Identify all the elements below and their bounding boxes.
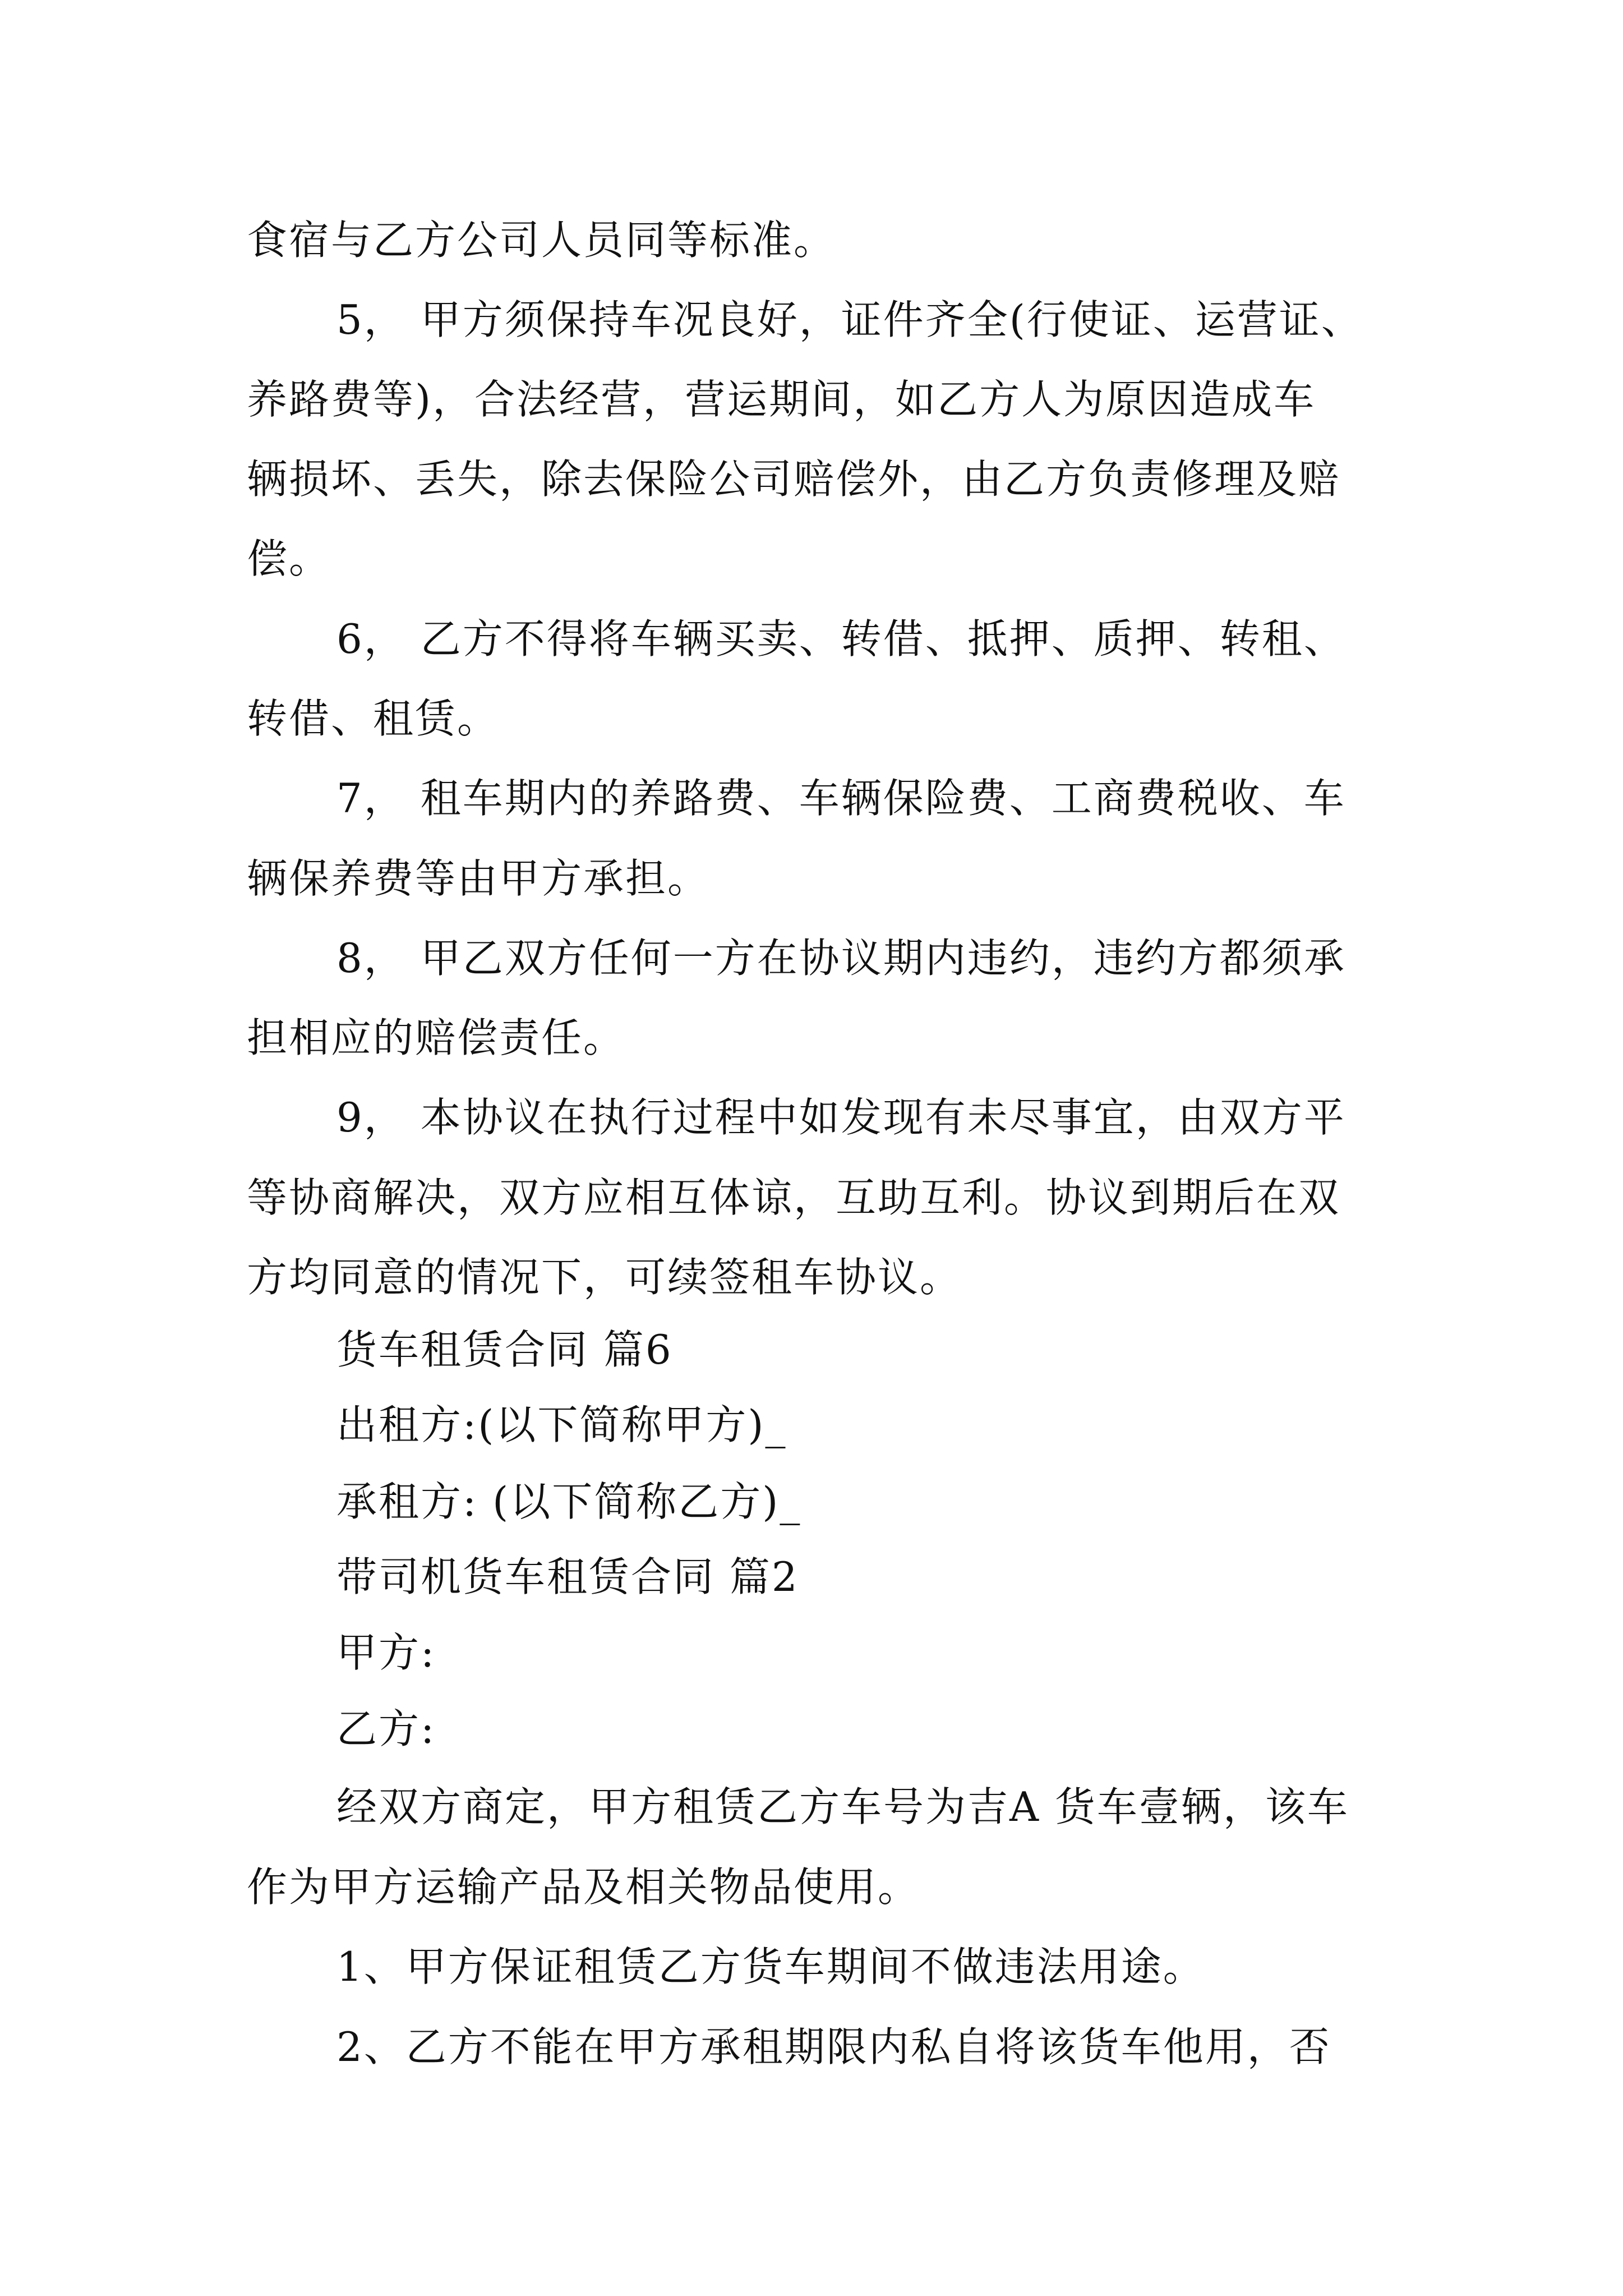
- text-line: 出租方:(以下简称甲方)_: [336, 1401, 787, 1448]
- text-line: 作为甲方运输产品及相关物品使用。: [247, 1864, 920, 1911]
- text-line: 等协商解决，双方应相互体谅，互助互利。协议到期后在双: [247, 1174, 1341, 1221]
- text-line: 偿。: [247, 535, 331, 582]
- text-line: 8， 甲乙双方任何一方在协议期内违约，违约方都须承: [336, 935, 1346, 982]
- text-line: 9， 本协议在执行过程中如发现有未尽事宜，由双方平: [336, 1094, 1346, 1141]
- text-line: 经双方商定，甲方租赁乙方车号为吉A 货车壹辆，该车: [336, 1783, 1349, 1830]
- text-line: 2、乙方不能在甲方承租期限内私自将该货车他用，否: [336, 2023, 1331, 2070]
- text-line: 6， 乙方不得将车辆买卖、转借、抵押、质押、转租、: [336, 615, 1346, 662]
- text-line: 5， 甲方须保持车况良好，证件齐全(行使证、运营证、: [336, 296, 1363, 343]
- section-heading: 货车租赁合同 篇6: [336, 1326, 673, 1373]
- text-line: 乙方:: [336, 1705, 436, 1752]
- text-line: 方均同意的情况下，可续签租车协议。: [247, 1254, 962, 1301]
- text-line: 承租方: (以下简称乙方)_: [336, 1478, 802, 1525]
- text-line: 7， 租车期内的养路费、车辆保险费、工商费税收、车: [336, 775, 1346, 822]
- text-line: 担相应的赔偿责任。: [247, 1014, 626, 1061]
- text-line: 食宿与乙方公司人员同等标准。: [247, 217, 836, 264]
- text-line: 辆损坏、丢失，除去保险公司赔偿外，由乙方负责修理及赔: [247, 455, 1341, 503]
- text-line: 辆保养费等由甲方承担。: [247, 855, 710, 902]
- section-heading: 带司机货车租赁合同 篇2: [336, 1553, 799, 1600]
- text-line: 转借、租赁。: [247, 695, 500, 742]
- text-line: 养路费等)，合法经营，营运期间，如乙方人为原因造成车: [247, 376, 1316, 423]
- text-line: 甲方:: [336, 1629, 436, 1676]
- text-line: 1、甲方保证租赁乙方货车期间不做违法用途。: [336, 1943, 1205, 1990]
